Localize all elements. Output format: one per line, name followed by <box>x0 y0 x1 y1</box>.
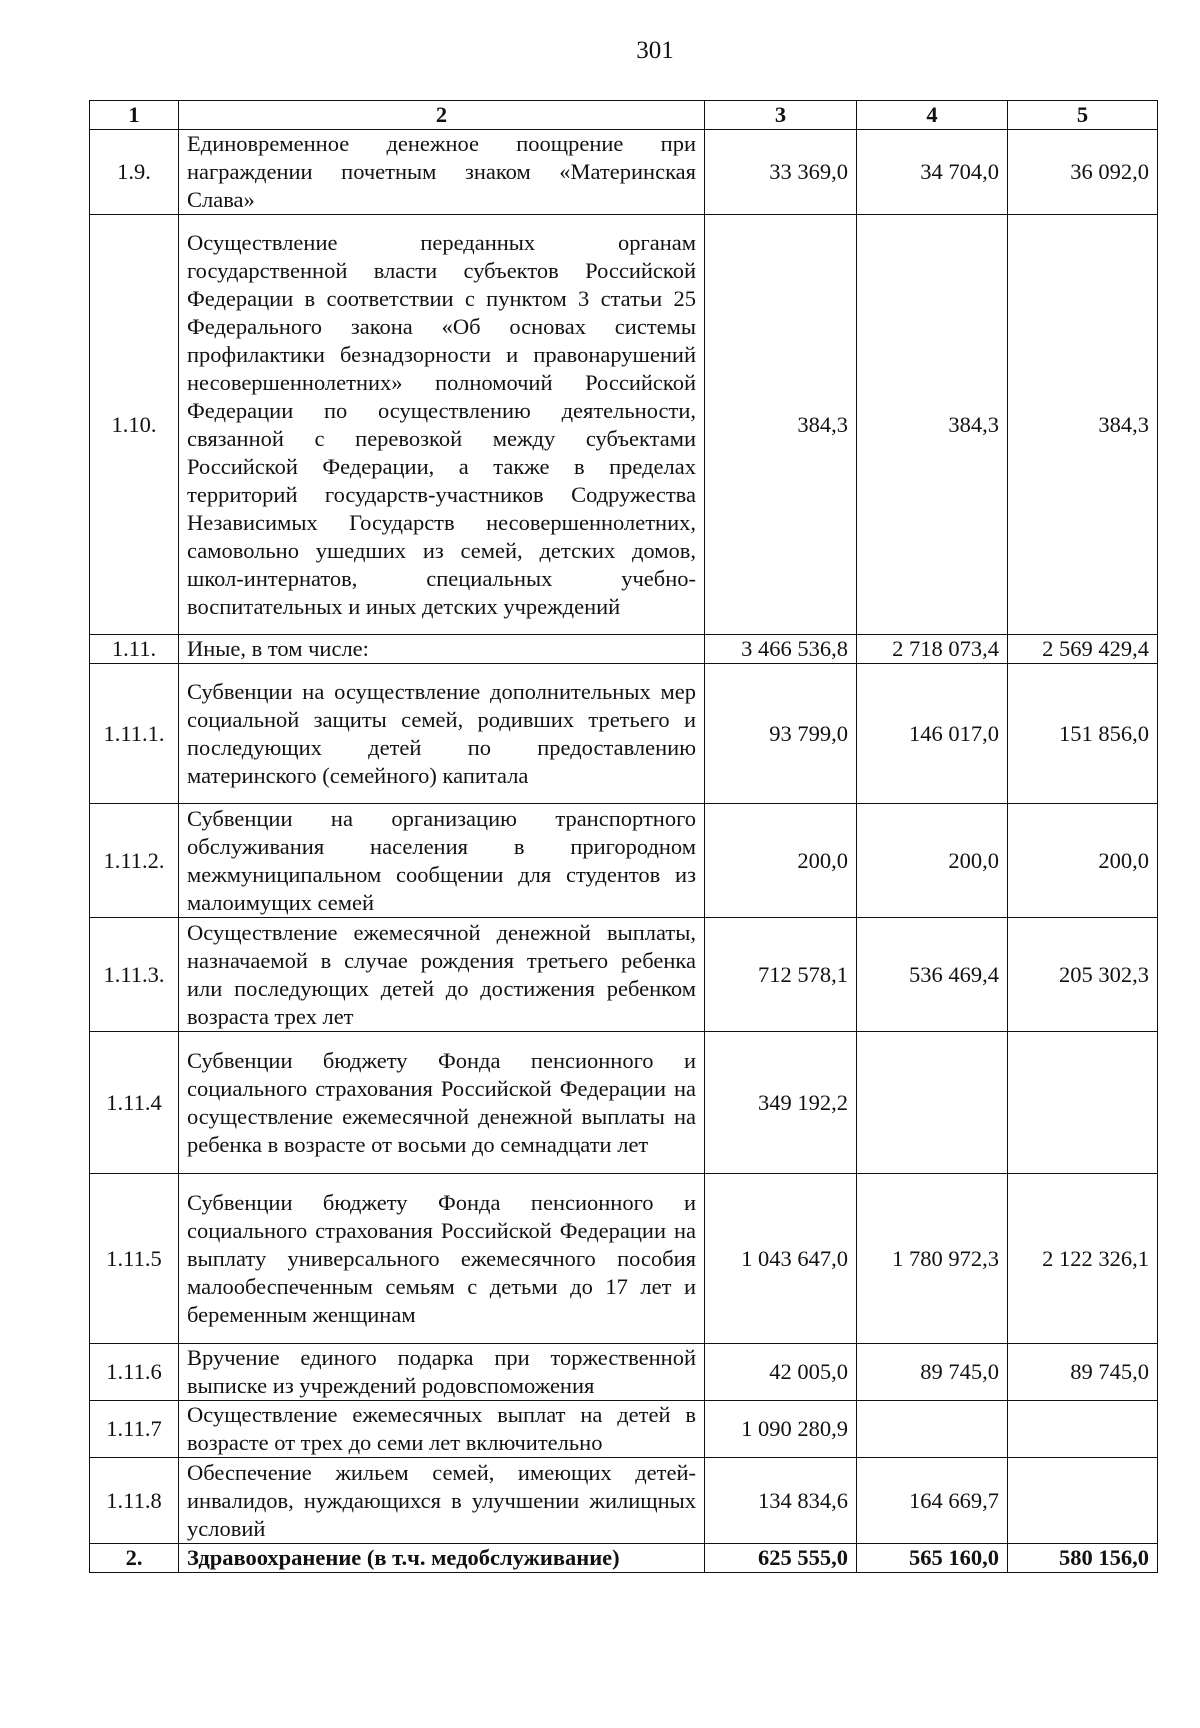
row-number: 1.11.1. <box>90 664 179 804</box>
header-col-3: 3 <box>705 101 857 130</box>
header-col-1: 1 <box>90 101 179 130</box>
row-description: Субвенции на осуществление дополнительных мер социальной защиты семей, родивших третьего и последующих детей по предоставлению материнского (семейного) капитала <box>179 664 705 804</box>
table-row <box>90 1174 1158 1344</box>
row-number: 1.11.4 <box>90 1032 179 1174</box>
row-value-col4: 2 718 073,4 <box>857 635 1008 664</box>
row-value-col5: 580 156,0 <box>1008 1544 1158 1573</box>
row-value-col3: 33 369,0 <box>705 130 857 215</box>
table-row <box>90 1344 1158 1401</box>
row-description: Иные, в том числе: <box>179 635 705 664</box>
row-value-col4: 200,0 <box>857 804 1008 918</box>
table-row <box>90 1458 1158 1544</box>
row-value-col3: 93 799,0 <box>705 664 857 804</box>
table-row-total <box>90 1544 1158 1573</box>
row-value-col5: 151 856,0 <box>1008 664 1158 804</box>
table-row <box>90 1401 1158 1458</box>
row-number: 1.11.5 <box>90 1174 179 1344</box>
header-col-5: 5 <box>1008 101 1158 130</box>
row-number: 1.11.7 <box>90 1401 179 1458</box>
row-value-col4: 384,3 <box>857 215 1008 635</box>
row-value-col4: 164 669,7 <box>857 1458 1008 1544</box>
table-row <box>90 635 1158 664</box>
row-value-col3: 1 090 280,9 <box>705 1401 857 1458</box>
row-description: Осуществление переданных органам государственной власти субъектов Российской Федерации в соответствии с пунктом 3 статьи 25 Федерального закона «Об основах системы профилактики безнадзорности и правонарушений несовершеннолетних» полномочий Российской Федерации по осуществлению деятельности, связанной с перевозкой между субъектами Российской Федерации, а также в пределах территорий государств-участников Содружества Независимых Государств несовершеннолетних, самовольно ушедших из семей, детских домов, школ-интернатов, специальных учебно-воспитательных и иных детских учреждений <box>179 215 705 635</box>
row-description: Осуществление ежемесячных выплат на детей в возрасте от трех до семи лет включительно <box>179 1401 705 1458</box>
row-value-col5: 205 302,3 <box>1008 918 1158 1032</box>
row-description: Осуществление ежемесячной денежной выплаты, назначаемой в случае рождения третьего ребенка или последующих детей до достижения ребенком возраста трех лет <box>179 918 705 1032</box>
row-value-col3: 625 555,0 <box>705 1544 857 1573</box>
row-value-col5: 2 569 429,4 <box>1008 635 1158 664</box>
row-description: Здравоохранение (в т.ч. медобслуживание) <box>179 1544 705 1573</box>
row-value-col5: 36 092,0 <box>1008 130 1158 215</box>
row-value-col5 <box>1008 1458 1158 1544</box>
budget-table <box>89 100 1158 1573</box>
row-value-col3: 134 834,6 <box>705 1458 857 1544</box>
row-description: Единовременное денежное поощрение при награждении почетным знаком «Материнская Слава» <box>179 130 705 215</box>
row-value-col4 <box>857 1401 1008 1458</box>
row-value-col4: 1 780 972,3 <box>857 1174 1008 1344</box>
row-number: 1.11.6 <box>90 1344 179 1401</box>
header-col-4: 4 <box>857 101 1008 130</box>
table-row <box>90 130 1158 215</box>
row-value-col3: 1 043 647,0 <box>705 1174 857 1344</box>
row-number: 1.9. <box>90 130 179 215</box>
row-value-col4: 34 704,0 <box>857 130 1008 215</box>
row-value-col4: 565 160,0 <box>857 1544 1008 1573</box>
row-value-col5: 2 122 326,1 <box>1008 1174 1158 1344</box>
row-value-col3: 42 005,0 <box>705 1344 857 1401</box>
row-description: Обеспечение жильем семей, имеющих детей-инвалидов, нуждающихся в улучшении жилищных условий <box>179 1458 705 1544</box>
row-value-col5 <box>1008 1401 1158 1458</box>
row-description: Субвенции бюджету Фонда пенсионного и социального страхования Российской Федерации на осуществление ежемесячной денежной выплаты на ребенка в возрасте от восьми до семнадцати лет <box>179 1032 705 1174</box>
row-value-col3: 384,3 <box>705 215 857 635</box>
row-value-col5: 200,0 <box>1008 804 1158 918</box>
row-number: 1.11. <box>90 635 179 664</box>
row-number: 1.10. <box>90 215 179 635</box>
row-number: 1.11.3. <box>90 918 179 1032</box>
table-row <box>90 215 1158 635</box>
row-value-col3: 3 466 536,8 <box>705 635 857 664</box>
row-value-col5: 384,3 <box>1008 215 1158 635</box>
row-number: 2. <box>90 1544 179 1573</box>
row-description: Субвенции на организацию транспортного обслуживания населения в пригородном межмуниципальном сообщении для студентов из малоимущих семей <box>179 804 705 918</box>
row-number: 1.11.2. <box>90 804 179 918</box>
row-number: 1.11.8 <box>90 1458 179 1544</box>
row-value-col3: 200,0 <box>705 804 857 918</box>
row-value-col4: 89 745,0 <box>857 1344 1008 1401</box>
table-row <box>90 664 1158 804</box>
row-value-col4 <box>857 1032 1008 1174</box>
row-description: Субвенции бюджету Фонда пенсионного и социального страхования Российской Федерации на выплату универсального ежемесячного пособия малообеспеченным семьям с детьми до 17 лет и беременным женщинам <box>179 1174 705 1344</box>
table-row <box>90 918 1158 1032</box>
table-row <box>90 1032 1158 1174</box>
row-value-col4: 536 469,4 <box>857 918 1008 1032</box>
table-row <box>90 804 1158 918</box>
table-header-row <box>90 101 1158 130</box>
page-number: 301 <box>636 37 674 64</box>
header-col-2: 2 <box>179 101 705 130</box>
row-value-col3: 349 192,2 <box>705 1032 857 1174</box>
row-description: Вручение единого подарка при торжественной выписке из учреждений родовспоможения <box>179 1344 705 1401</box>
row-value-col4: 146 017,0 <box>857 664 1008 804</box>
row-value-col5 <box>1008 1032 1158 1174</box>
row-value-col3: 712 578,1 <box>705 918 857 1032</box>
row-value-col5: 89 745,0 <box>1008 1344 1158 1401</box>
